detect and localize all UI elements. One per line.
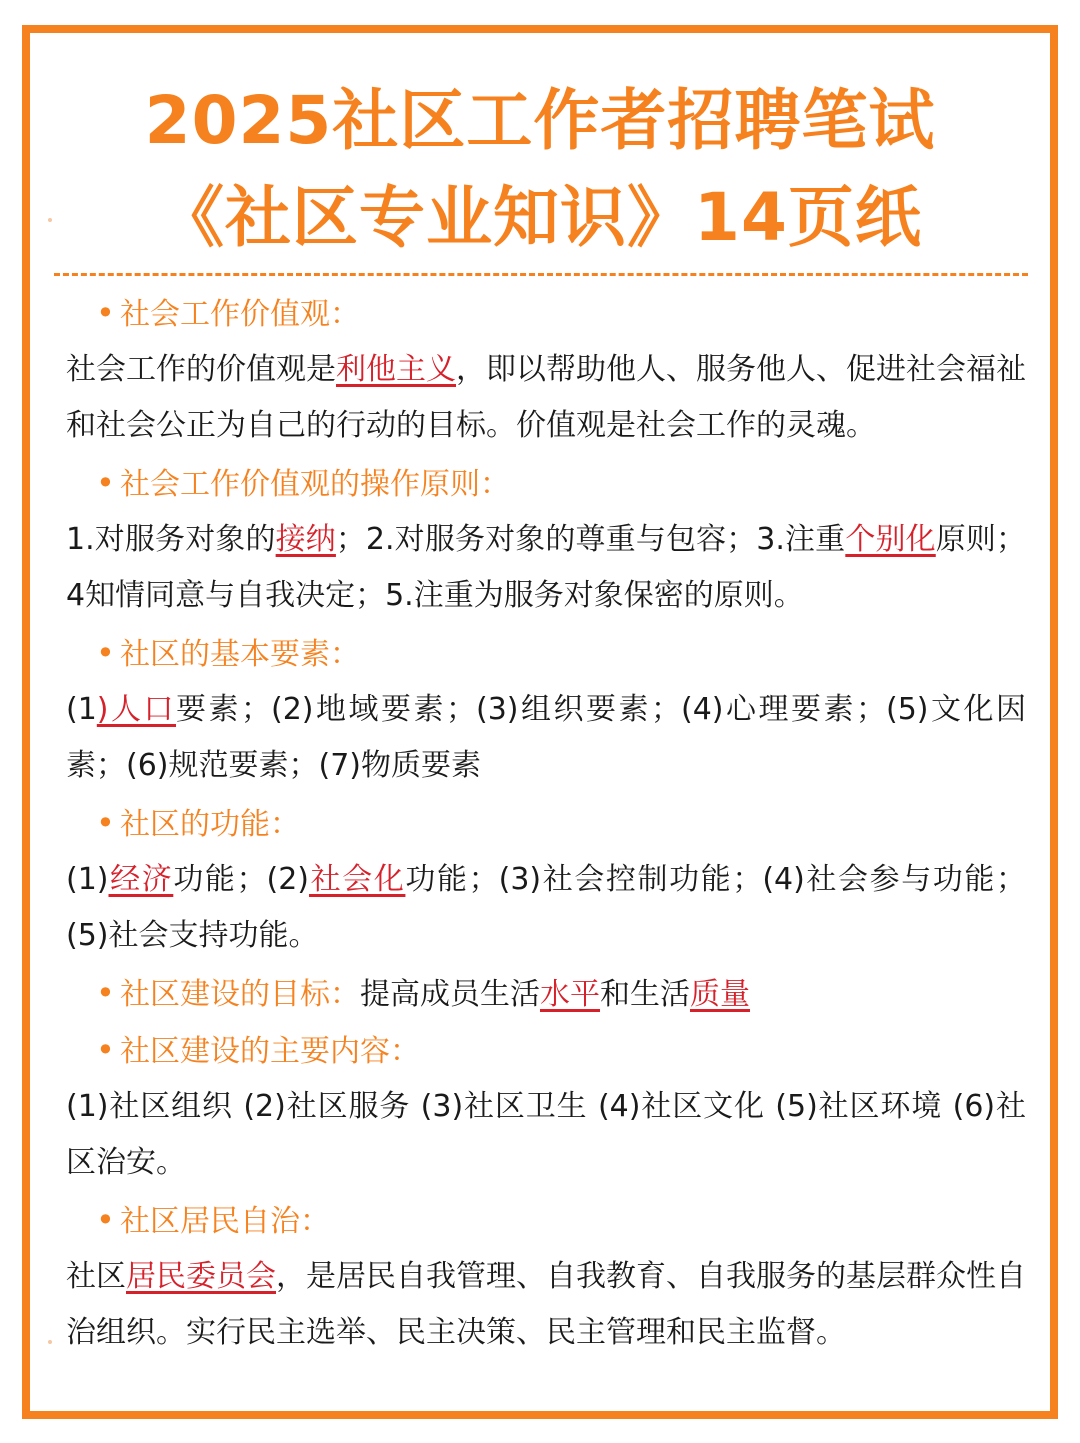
bullet-icon: • — [96, 804, 115, 842]
section-heading-elements: • 社区的基本要素： — [66, 625, 1026, 682]
highlight-term: 质量 — [690, 977, 750, 1012]
bullet-icon: • — [96, 974, 115, 1012]
highlight-term: 经济 — [108, 862, 174, 897]
bullet-icon: • — [96, 1201, 115, 1239]
section-heading-goals: • 社区建设的目标：提高成员生活水平和生活质量 — [66, 965, 1026, 1022]
highlight-term: 居民委员会 — [126, 1259, 276, 1294]
section-body-elements: (1)人口要素；(2)地域要素；(3)组织要素；(4)心理要素；(5)文化因素；(6)规范要素；(7)物质要素 — [66, 692, 1026, 783]
page-title-line-1: 2025社区工作者招聘笔试 — [144, 82, 936, 159]
section-body-contents: (1)社区组织 (2)社区服务 (3)社区卫生 (4)社区文化 (5)社区环境 (6)社区治安。 — [66, 1089, 1026, 1180]
section-body-values: 社会工作的价值观是利他主义，即以帮助他人、服务他人、促进社会福祉和社会公正为自己的行动的目标。价值观是社会工作的灵魂。 — [66, 352, 1026, 443]
bullet-icon: • — [96, 464, 115, 502]
bullet-icon: • — [96, 1031, 115, 1069]
highlight-term: 个别化 — [845, 522, 936, 557]
notes-content — [66, 285, 1026, 1362]
bullet-icon: • — [96, 634, 115, 672]
section-heading-principles: • 社会工作价值观的操作原则： — [66, 455, 1026, 512]
highlight-term: 接纳 — [275, 522, 336, 557]
bullet-icon: • — [96, 294, 115, 332]
page-title-line-2: 《社区专业知识》14页纸 — [158, 179, 922, 256]
dashed-divider — [54, 273, 1028, 276]
section-body-principles: 1.对服务对象的接纳；2.对服务对象的尊重与包容；3.注重个别化原则；4知情同意与自我决定；5.注重为服务对象保密的原则。 — [66, 522, 1027, 613]
section-heading-autonomy: • 社区居民自治： — [66, 1192, 1026, 1249]
section-heading-contents: • 社区建设的主要内容： — [66, 1022, 1026, 1079]
section-heading-functions: • 社区的功能： — [66, 795, 1026, 852]
decorative-speck — [48, 218, 52, 222]
section-body-functions: (1)经济功能；(2)社会化功能；(3)社会控制功能；(4)社会参与功能；(5)社会支持功能。 — [66, 862, 1027, 953]
page-frame — [22, 25, 1058, 1419]
highlight-term: 利他主义 — [336, 352, 456, 387]
highlight-term: 社会化 — [309, 862, 406, 897]
highlight-term: )人口 — [96, 692, 177, 727]
highlight-term: 水平 — [540, 977, 600, 1012]
decorative-speck — [48, 1340, 52, 1344]
section-heading-values: • 社会工作价值观： — [66, 285, 1026, 342]
section-body-autonomy: 社区居民委员会，是居民自我管理、自我教育、自我服务的基层群众性自治组织。实行民主选举、民主决策、民主管理和民主监督。 — [66, 1259, 1026, 1350]
